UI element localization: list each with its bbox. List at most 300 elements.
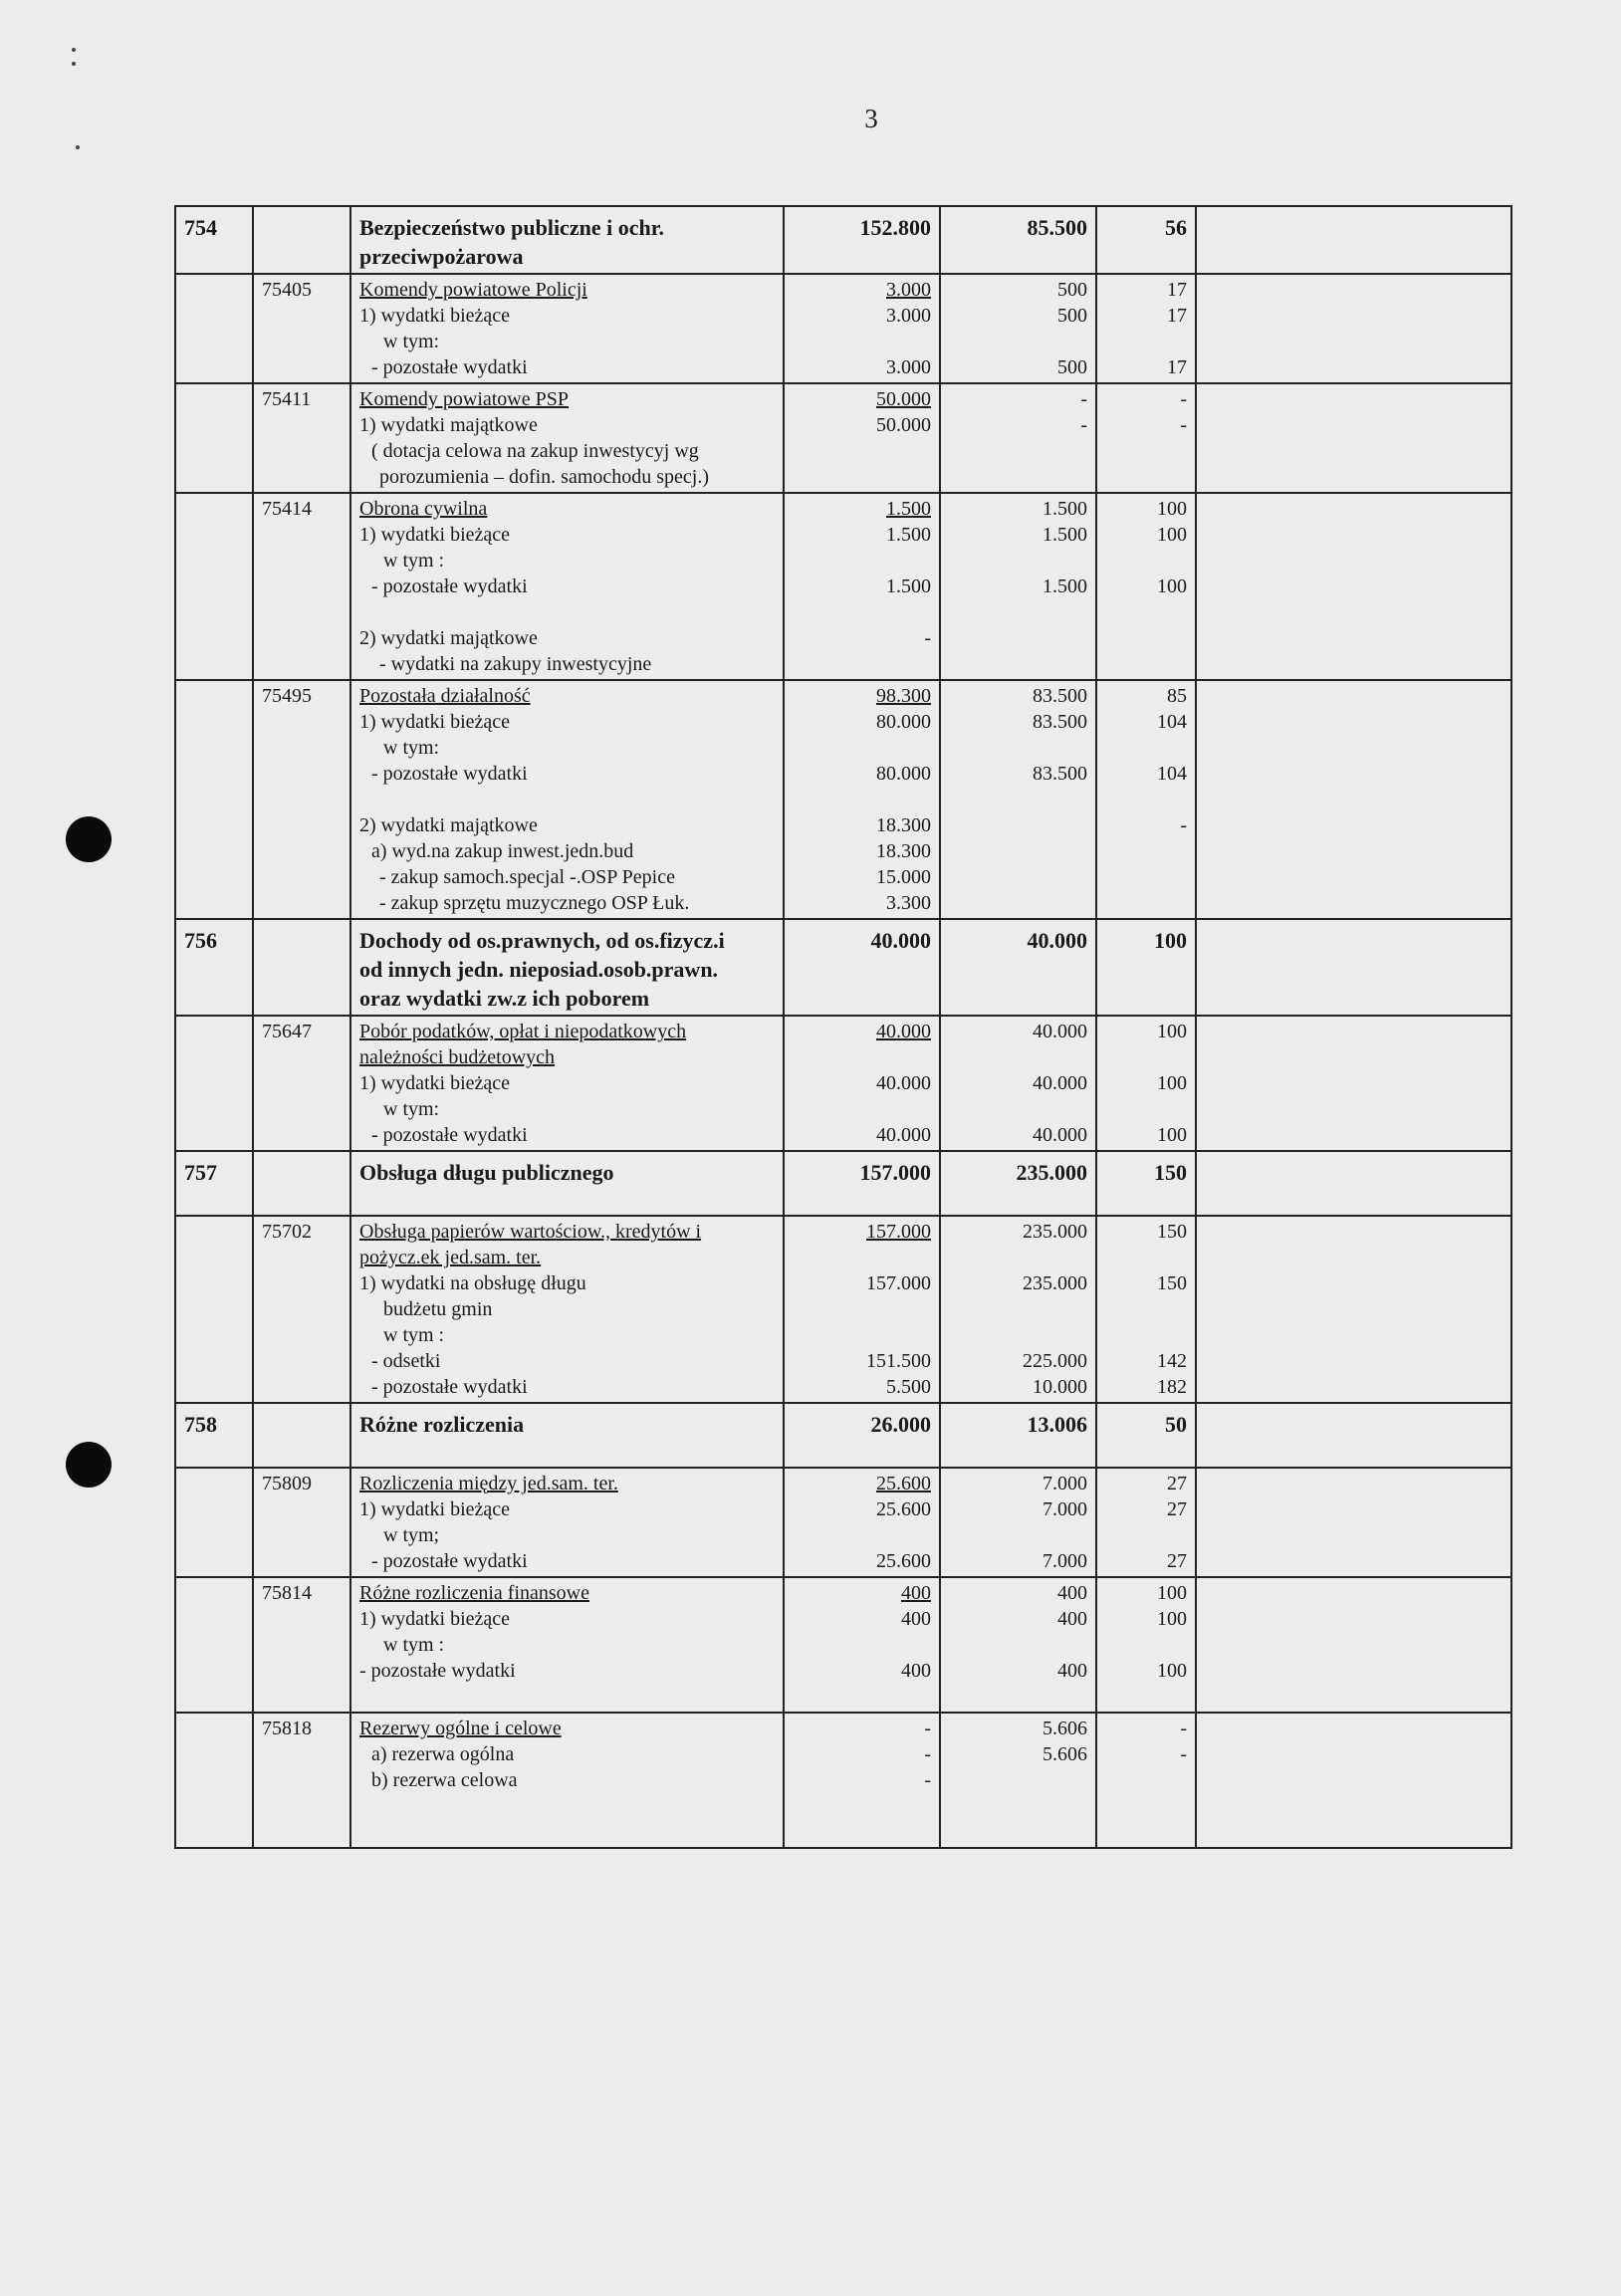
- chapter-extra: [1196, 1403, 1511, 1468]
- line-item-plan: 25.600: [876, 1498, 931, 1520]
- chapter-pct: 50: [1096, 1403, 1196, 1468]
- line-item-pct: 100: [1157, 524, 1187, 546]
- budget-table: [174, 205, 1512, 1849]
- line-item-name: w tym:: [383, 1098, 440, 1120]
- line-item-pct: 100: [1157, 498, 1187, 520]
- line-item-plan: 40.000: [876, 1021, 931, 1042]
- line-item-exec: [949, 838, 1087, 864]
- line-item-plan: 18.300: [876, 814, 931, 836]
- line-item-name: 1) wydatki bieżące: [359, 305, 511, 327]
- line-item-pct: 104: [1157, 711, 1187, 733]
- line-item-plan: 1.500: [886, 524, 931, 546]
- line-item-plan: 5.500: [886, 1376, 931, 1398]
- section-code: 75414: [253, 493, 350, 680]
- row-gap: [793, 1684, 931, 1710]
- line-item-exec: 235.000: [1023, 1221, 1087, 1243]
- row-gap: [359, 599, 775, 625]
- line-item-name: - wydatki na zakupy inwestycyjne: [379, 653, 652, 675]
- line-item-plan: 98.300: [876, 685, 931, 707]
- line-item-name: Komendy powiatowe Policji: [359, 279, 587, 301]
- line-item-plan: 3.000: [886, 356, 931, 378]
- section-row-75495: [175, 680, 1511, 919]
- section-chapter-cell: [175, 1016, 253, 1151]
- line-item-pct: [1105, 625, 1187, 651]
- section-exec: [940, 680, 1096, 919]
- section-extra: [1196, 680, 1511, 919]
- section-exec: [940, 1016, 1096, 1151]
- line-item-name: - pozostałe wydatki: [371, 763, 528, 785]
- section-plan: [784, 1216, 940, 1403]
- row-gap: [793, 599, 931, 625]
- line-item-plan: 400: [901, 1660, 931, 1682]
- line-item-pct: 17: [1167, 279, 1187, 301]
- chapter-row-758: [175, 1403, 1511, 1468]
- chapter-extra: [1196, 1151, 1511, 1216]
- section-row-75818: [175, 1713, 1511, 1848]
- row-gap: [1105, 1684, 1187, 1710]
- line-item-pct: [1105, 1632, 1187, 1658]
- chapter-name-line: Dochody od os.prawnych, od os.fizycz.i: [359, 928, 725, 953]
- line-item-exec: 500: [1057, 356, 1087, 378]
- line-item-plan: 3.300: [886, 892, 931, 914]
- section-chapter-cell: [175, 274, 253, 383]
- line-item-pct: [1105, 890, 1187, 916]
- line-item-plan: 25.600: [876, 1473, 931, 1494]
- line-item-exec: 83.500: [1033, 711, 1087, 733]
- section-pct: [1096, 383, 1196, 493]
- line-item-plan: 1.500: [886, 498, 931, 520]
- line-item-name: w tym;: [383, 1524, 440, 1546]
- section-row-75647: [175, 1016, 1511, 1151]
- section-name: [350, 1577, 784, 1713]
- line-item-name: pożycz.ek jed.sam. ter.: [359, 1247, 542, 1268]
- section-plan: [784, 1713, 940, 1848]
- line-item-exec: 400: [1057, 1660, 1087, 1682]
- line-item-pct: 85: [1167, 685, 1187, 707]
- line-item-pct: 150: [1157, 1221, 1187, 1243]
- section-code: 75647: [253, 1016, 350, 1151]
- chapter-plan: 26.000: [784, 1403, 940, 1468]
- punch-hole-top: [66, 816, 112, 862]
- section-extra: [1196, 274, 1511, 383]
- row-gap: [949, 1819, 1087, 1845]
- line-item-plan: 25.600: [876, 1550, 931, 1572]
- line-item-pct: [1105, 1096, 1187, 1122]
- line-item-exec: [949, 735, 1087, 761]
- line-item-exec: [949, 438, 1087, 464]
- line-item-pct: 100: [1157, 1608, 1187, 1630]
- line-item-name: w tym:: [383, 737, 440, 759]
- line-item-name: - zakup samoch.specjal -.OSP Pepice: [379, 866, 675, 888]
- section-name: [350, 274, 784, 383]
- section-pct: [1096, 493, 1196, 680]
- line-item-exec: 10.000: [1033, 1376, 1087, 1398]
- section-exec: [940, 493, 1096, 680]
- chapter-code: 756: [175, 919, 253, 1016]
- row-gap: [949, 599, 1087, 625]
- line-item-exec: [949, 1632, 1087, 1658]
- row-gap: [793, 1793, 931, 1819]
- line-item-exec: [949, 1522, 1087, 1548]
- row-gap: [949, 1793, 1087, 1819]
- section-plan: [784, 1577, 940, 1713]
- chapter-plan: 157.000: [784, 1151, 940, 1216]
- line-item-name: 2) wydatki majątkowe: [359, 814, 538, 836]
- line-item-exec: 500: [1057, 279, 1087, 301]
- line-item-pct: -: [1180, 1718, 1187, 1739]
- line-item-plan: [793, 464, 931, 490]
- line-item-plan: [793, 1322, 931, 1348]
- section-name: [350, 383, 784, 493]
- line-item-name: Rezerwy ogólne i celowe: [359, 1718, 562, 1739]
- line-item-exec: [949, 1044, 1087, 1070]
- section-plan: [784, 680, 940, 919]
- line-item-exec: [949, 464, 1087, 490]
- line-item-plan: [793, 651, 931, 677]
- line-item-name: porozumienia – dofin. samochodu specj.): [379, 466, 710, 488]
- line-item-plan: -: [924, 1718, 931, 1739]
- section-name: [350, 1713, 784, 1848]
- chapter-pct: 56: [1096, 206, 1196, 274]
- chapter-pct: 150: [1096, 1151, 1196, 1216]
- line-item-pct: 100: [1157, 1124, 1187, 1146]
- section-name: [350, 680, 784, 919]
- chapter-plan: 40.000: [784, 919, 940, 1016]
- line-item-exec: 40.000: [1033, 1021, 1087, 1042]
- line-item-name: budżetu gmin: [383, 1298, 493, 1320]
- section-row-75414: [175, 493, 1511, 680]
- line-item-exec: 1.500: [1042, 498, 1087, 520]
- line-item-exec: 500: [1057, 305, 1087, 327]
- section-row-75411: [175, 383, 1511, 493]
- line-item-name: Obrona cywilna: [359, 498, 488, 520]
- line-item-plan: 400: [901, 1608, 931, 1630]
- line-item-plan: 40.000: [876, 1072, 931, 1094]
- line-item-name: w tym :: [383, 1634, 445, 1656]
- chapter-name-spacer: [359, 1439, 775, 1465]
- chapter-plan: 152.800: [784, 206, 940, 274]
- line-item-exec: [949, 625, 1087, 651]
- section-exec: [940, 1216, 1096, 1403]
- line-item-name: - pozostałe wydatki: [371, 575, 528, 597]
- scan-speck: [72, 62, 76, 66]
- row-gap: [359, 1819, 775, 1845]
- line-item-pct: 100: [1157, 1660, 1187, 1682]
- line-item-pct: [1105, 548, 1187, 574]
- line-item-exec: 400: [1057, 1582, 1087, 1604]
- chapter-exec: 85.500: [940, 206, 1096, 274]
- line-item-pct: [1105, 1322, 1187, 1348]
- line-item-pct: [1105, 1767, 1187, 1793]
- line-item-exec: [949, 1245, 1087, 1270]
- section-extra: [1196, 1216, 1511, 1403]
- line-item-pct: 182: [1157, 1376, 1187, 1398]
- section-code: 75809: [253, 1468, 350, 1577]
- line-item-name: Komendy powiatowe PSP: [359, 388, 569, 410]
- line-item-exec: [949, 548, 1087, 574]
- chapter-name: [350, 1151, 784, 1216]
- line-item-name: a) wyd.na zakup inwest.jedn.bud: [371, 840, 634, 862]
- chapter-row-754: [175, 206, 1511, 274]
- section-extra: [1196, 1713, 1511, 1848]
- section-row-75809: [175, 1468, 1511, 1577]
- section-exec: [940, 1577, 1096, 1713]
- section-exec: [940, 1713, 1096, 1848]
- line-item-name: a) rezerwa ogólna: [371, 1743, 515, 1765]
- line-item-exec: [949, 1296, 1087, 1322]
- row-gap: [1105, 1819, 1187, 1845]
- line-item-pct: [1105, 1245, 1187, 1270]
- chapter-code: 754: [175, 206, 253, 274]
- section-code: 75814: [253, 1577, 350, 1713]
- row-gap: [793, 787, 931, 812]
- line-item-pct: [1105, 1522, 1187, 1548]
- line-item-plan: 15.000: [876, 866, 931, 888]
- line-item-exec: 40.000: [1033, 1072, 1087, 1094]
- section-code: 75411: [253, 383, 350, 493]
- section-pct: [1096, 1016, 1196, 1151]
- line-item-plan: 3.000: [886, 305, 931, 327]
- row-gap: [949, 1684, 1087, 1710]
- line-item-exec: 40.000: [1033, 1124, 1087, 1146]
- section-plan: [784, 1016, 940, 1151]
- line-item-plan: [793, 438, 931, 464]
- line-item-exec: 225.000: [1023, 1350, 1087, 1372]
- line-item-pct: [1105, 1296, 1187, 1322]
- section-chapter-cell: [175, 680, 253, 919]
- line-item-name: w tym:: [383, 331, 440, 352]
- line-item-pct: [1105, 329, 1187, 354]
- line-item-plan: -: [924, 1769, 931, 1791]
- line-item-pct: 100: [1157, 575, 1187, 597]
- line-item-plan: 50.000: [876, 414, 931, 436]
- line-item-pct: 17: [1167, 305, 1187, 327]
- line-item-exec: 235.000: [1023, 1272, 1087, 1294]
- chapter-code: 757: [175, 1151, 253, 1216]
- line-item-plan: -: [924, 1743, 931, 1765]
- chapter-code: 758: [175, 1403, 253, 1468]
- line-item-plan: [793, 735, 931, 761]
- line-item-name: - odsetki: [371, 1350, 441, 1372]
- section-name: [350, 1468, 784, 1577]
- chapter-exec: 13.006: [940, 1403, 1096, 1468]
- section-row-75702: [175, 1216, 1511, 1403]
- line-item-exec: 1.500: [1042, 524, 1087, 546]
- line-item-pct: 142: [1157, 1350, 1187, 1372]
- line-item-exec: 7.000: [1042, 1498, 1087, 1520]
- section-name: [350, 1016, 784, 1151]
- line-item-name: - pozostałe wydatki: [371, 1124, 528, 1146]
- line-item-pct: [1105, 651, 1187, 677]
- line-item-plan: 40.000: [876, 1124, 931, 1146]
- section-exec: [940, 274, 1096, 383]
- line-item-plan: -: [924, 627, 931, 649]
- line-item-pct: [1105, 838, 1187, 864]
- line-item-pct: 17: [1167, 356, 1187, 378]
- chapter-section-cell: [253, 1403, 350, 1468]
- section-extra: [1196, 1016, 1511, 1151]
- line-item-exec: 5.606: [1042, 1743, 1087, 1765]
- section-pct: [1096, 1216, 1196, 1403]
- line-item-plan: [793, 1096, 931, 1122]
- chapter-section-cell: [253, 919, 350, 1016]
- line-item-exec: [949, 1767, 1087, 1793]
- line-item-plan: 151.500: [866, 1350, 931, 1372]
- chapter-pct: 100: [1096, 919, 1196, 1016]
- line-item-name: Obsługa papierów wartościow., kredytów i: [359, 1221, 702, 1243]
- line-item-pct: 150: [1157, 1272, 1187, 1294]
- chapter-name-spacer: [359, 1187, 775, 1213]
- line-item-name: ( dotacja celowa na zakup inwestycyj wg: [371, 440, 699, 462]
- line-item-plan: [793, 1245, 931, 1270]
- line-item-exec: [949, 1096, 1087, 1122]
- line-item-name: w tym :: [383, 550, 445, 572]
- chapter-name-line: oraz wydatki zw.z ich poborem: [359, 986, 650, 1011]
- section-extra: [1196, 1577, 1511, 1713]
- line-item-exec: 83.500: [1033, 763, 1087, 785]
- line-item-name: Pozostała działalność: [359, 685, 531, 707]
- section-plan: [784, 274, 940, 383]
- section-plan: [784, 493, 940, 680]
- chapter-section-cell: [253, 1151, 350, 1216]
- line-item-exec: -: [1080, 388, 1087, 410]
- section-pct: [1096, 1468, 1196, 1577]
- line-item-name: 1) wydatki majątkowe: [359, 414, 538, 436]
- line-item-name: - zakup sprzętu muzycznego OSP Łuk.: [379, 892, 690, 914]
- line-item-pct: -: [1180, 1743, 1187, 1765]
- chapter-extra: [1196, 919, 1511, 1016]
- section-pct: [1096, 1713, 1196, 1848]
- line-item-plan: 400: [901, 1582, 931, 1604]
- line-item-plan: 18.300: [876, 840, 931, 862]
- chapter-extra: [1196, 206, 1511, 274]
- line-item-exec: [949, 329, 1087, 354]
- line-item-pct: 27: [1167, 1473, 1187, 1494]
- line-item-name: - pozostałe wydatki: [359, 1660, 516, 1682]
- line-item-pct: 100: [1157, 1072, 1187, 1094]
- row-gap: [793, 1819, 931, 1845]
- row-gap: [1105, 787, 1187, 812]
- line-item-exec: [949, 812, 1087, 838]
- row-gap: [359, 1793, 775, 1819]
- section-plan: [784, 383, 940, 493]
- line-item-pct: [1105, 464, 1187, 490]
- row-gap: [1105, 599, 1187, 625]
- chapter-section-cell: [253, 206, 350, 274]
- line-item-pct: [1105, 864, 1187, 890]
- chapter-row-756: [175, 919, 1511, 1016]
- line-item-name: b) rezerwa celowa: [371, 1769, 518, 1791]
- line-item-exec: [949, 864, 1087, 890]
- line-item-name: 1) wydatki bieżące: [359, 1072, 511, 1094]
- line-item-pct: -: [1180, 414, 1187, 436]
- line-item-pct: 27: [1167, 1498, 1187, 1520]
- line-item-pct: [1105, 1044, 1187, 1070]
- section-chapter-cell: [175, 493, 253, 680]
- line-item-name: - pozostałe wydatki: [371, 1376, 528, 1398]
- section-pct: [1096, 1577, 1196, 1713]
- line-item-name: 1) wydatki bieżące: [359, 1608, 511, 1630]
- line-item-plan: 157.000: [866, 1272, 931, 1294]
- line-item-name: Pobór podatków, opłat i niepodatkowych: [359, 1021, 687, 1042]
- line-item-name: 1) wydatki bieżące: [359, 524, 511, 546]
- line-item-pct: -: [1180, 388, 1187, 410]
- chapter-name-line: od innych jedn. nieposiad.osob.prawn.: [359, 957, 719, 982]
- section-chapter-cell: [175, 1577, 253, 1713]
- section-name: [350, 493, 784, 680]
- line-item-pct: 27: [1167, 1550, 1187, 1572]
- line-item-plan: [793, 1632, 931, 1658]
- line-item-plan: 50.000: [876, 388, 931, 410]
- line-item-name: - pozostałe wydatki: [371, 356, 528, 378]
- line-item-exec: 83.500: [1033, 685, 1087, 707]
- line-item-plan: 1.500: [886, 575, 931, 597]
- chapter-name: [350, 206, 784, 274]
- scan-speck: [72, 48, 76, 52]
- chapter-name-line: przeciwpożarowa: [359, 244, 524, 269]
- line-item-plan: [793, 548, 931, 574]
- section-chapter-cell: [175, 1216, 253, 1403]
- row-gap: [1105, 1793, 1187, 1819]
- chapter-name: [350, 919, 784, 1016]
- line-item-name: - pozostałe wydatki: [371, 1550, 528, 1572]
- section-code: 75405: [253, 274, 350, 383]
- line-item-plan: 157.000: [866, 1221, 931, 1243]
- line-item-exec: [949, 651, 1087, 677]
- line-item-name: 1) wydatki na obsługę długu: [359, 1272, 586, 1294]
- chapter-name-line: Różne rozliczenia: [359, 1412, 525, 1437]
- section-code: 75818: [253, 1713, 350, 1848]
- section-extra: [1196, 383, 1511, 493]
- chapter-exec: 40.000: [940, 919, 1096, 1016]
- line-item-name: należności budżetowych: [359, 1046, 556, 1068]
- section-name: [350, 1216, 784, 1403]
- section-exec: [940, 1468, 1096, 1577]
- row-gap: [949, 787, 1087, 812]
- line-item-pct: -: [1180, 814, 1187, 836]
- scan-speck: [76, 145, 80, 149]
- line-item-pct: 100: [1157, 1021, 1187, 1042]
- section-row-75405: [175, 274, 1511, 383]
- line-item-plan: [793, 329, 931, 354]
- line-item-exec: -: [1080, 414, 1087, 436]
- section-chapter-cell: [175, 1713, 253, 1848]
- line-item-plan: 80.000: [876, 711, 931, 733]
- line-item-name: Rozliczenia między jed.sam. ter.: [359, 1473, 618, 1494]
- row-gap: [359, 1684, 775, 1710]
- section-chapter-cell: [175, 383, 253, 493]
- line-item-exec: [949, 1322, 1087, 1348]
- line-item-name: 2) wydatki majątkowe: [359, 627, 538, 649]
- row-gap: [359, 787, 775, 812]
- line-item-plan: [793, 1044, 931, 1070]
- section-row-75814: [175, 1577, 1511, 1713]
- line-item-name: 1) wydatki bieżące: [359, 711, 511, 733]
- line-item-name: Różne rozliczenia finansowe: [359, 1582, 590, 1604]
- section-code: 75702: [253, 1216, 350, 1403]
- chapter-row-757: [175, 1151, 1511, 1216]
- section-plan: [784, 1468, 940, 1577]
- section-code: 75495: [253, 680, 350, 919]
- chapter-name: [350, 1403, 784, 1468]
- section-pct: [1096, 274, 1196, 383]
- line-item-exec: 7.000: [1042, 1473, 1087, 1494]
- chapter-name-line: Obsługa długu publicznego: [359, 1160, 614, 1185]
- section-exec: [940, 383, 1096, 493]
- line-item-plan: 80.000: [876, 763, 931, 785]
- section-chapter-cell: [175, 1468, 253, 1577]
- line-item-plan: [793, 1296, 931, 1322]
